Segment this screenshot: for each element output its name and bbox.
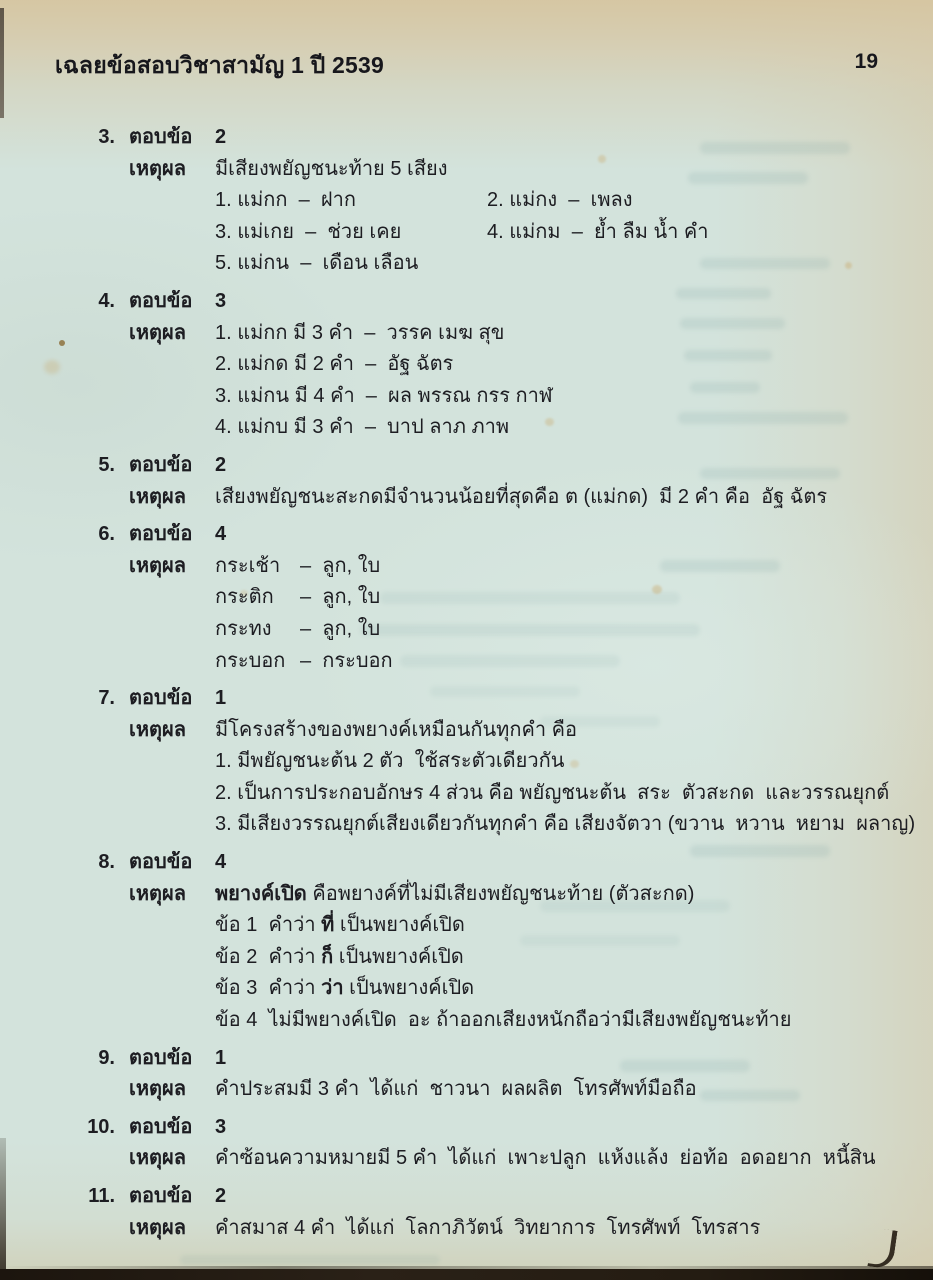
answer-row [60,122,933,154]
reason-text: คำสมาส 4 คำ ได้แก่ โลกาภิวัตน์ วิทยาการ โทรศัพท์ โทรสาร [215,1216,761,1239]
reason-text: คำประสมมี 3 คำ ได้แก่ ชาวนา ผลผลิต โทรศัพท์มือถือ [215,1078,697,1101]
reason-lines [215,1074,697,1106]
page-title: เฉลยข้อสอบวิชาสามัญ 1 ปี 2539 [55,52,384,78]
page-number: 19 [854,50,878,73]
reason-label: เหตุผล [129,718,186,741]
reason-lines [215,318,553,444]
reason-text: 5. แม่กน – เดือน เลือน [215,252,419,275]
reason-text: – ลูก, ใบ [300,617,381,640]
reason-line [215,1213,760,1245]
reason-row [60,1074,933,1106]
reason-text: เป็นพยางค์เปิด [334,914,465,937]
reason-text: 1. มีพยัญชนะต้น 2 ตัว ใช้สระตัวเดียวกัน [215,750,565,773]
answer-item [60,847,933,1037]
reason-text: กระทง [215,617,272,640]
reason-text: 1. แม่กก มี 3 คำ – วรรค เมฆ สุข [215,321,505,344]
reason-text: กระบอก [215,649,286,672]
reason-row [60,879,933,1037]
reason-text: เป็นพยางค์เปิด [333,945,464,968]
answer-value: 3 [215,289,227,312]
page-header [55,48,878,84]
reason-text: 3. มีเสียงวรรณยุกต์เสียงเดียวกันทุกคำ คือ เสียงจัตวา (ขวาน หวาน หยาม ผลาญ) [215,813,916,836]
item-number: 6. [98,523,115,546]
answer-value: 2 [215,1185,227,1207]
answer-label: ตอบข้อ [129,687,193,710]
answer-label: ตอบข้อ [129,1185,193,1207]
reason-label: เหตุผล [129,1078,186,1101]
reason-label: เหตุผล [129,554,186,577]
reason-text: 4. แม่กม – ย้ำ ลืม น้ำ คำ [487,220,709,243]
answer-label: ตอบข้อ [129,453,193,476]
reason-text: – ลูก, ใบ [300,554,381,577]
reason-label: เหตุผล [129,485,186,508]
reason-text: ข้อ 1 คำว่า [215,914,322,937]
reason-line [215,1005,791,1037]
answer-row [60,1112,933,1144]
reason-row [60,551,933,677]
reason-lines [215,715,915,841]
reason-row [60,318,933,444]
reason-lines [215,879,791,1037]
answer-item [60,1043,933,1106]
reason-line [215,942,791,974]
page-edge-shadow-top-left [0,8,4,118]
reason-text: ว่า [321,977,344,1000]
reason-text: เป็นพยางค์เปิด [343,977,475,1000]
reason-text: กระติก [215,586,274,609]
answer-value: 4 [215,523,227,546]
reason-line [215,349,553,381]
item-number: 8. [98,851,115,874]
reason-line [215,248,709,280]
answer-value: 1 [215,687,227,710]
reason-label: เหตุผล [129,321,186,344]
answer-value: 2 [215,453,227,476]
reason-text: กระเช้า [215,554,281,577]
reason-lines [215,482,827,514]
reason-text: 2. แม่กด มี 2 คำ – อัฐ ฉัตร [215,353,454,376]
answer-item [60,450,933,513]
reason-lines [215,154,709,280]
answer-item [60,519,933,677]
reason-text: 4. แม่กบ มี 3 คำ – บาป ลาภ ภาพ [215,416,510,439]
reason-text: – ลูก, ใบ [300,586,381,609]
reason-text: คำซ้อนความหมายมี 5 คำ ได้แก่ เพาะปลูก แห้งแล้ง ย่อท้อ อดอยาก หนี้สิน [215,1147,876,1170]
answer-row [60,450,933,482]
item-number: 7. [98,687,115,710]
reason-line [215,715,915,747]
reason-label: เหตุผล [129,157,186,180]
reason-row [60,1143,933,1175]
reason-line [215,778,915,810]
item-number: 3. [98,126,115,148]
answer-item [60,122,933,280]
answer-value: 4 [215,851,227,874]
reason-text: – กระบอก [300,649,393,672]
reason-line [215,910,791,942]
answer-item [60,1181,933,1244]
answer-label: ตอบข้อ [129,1115,193,1138]
reason-line [215,381,553,413]
reason-line [215,879,791,911]
item-number: 4. [98,289,115,312]
reason-text: คือพยางค์ที่ไม่มีเสียงพยัญชนะท้าย (ตัวสะกด) [306,882,695,905]
reason-row [60,1213,933,1245]
item-number: 9. [98,1046,115,1069]
reason-line [215,412,553,444]
reason-text: มีเสียงพยัญชนะท้าย 5 เสียง [215,157,448,180]
answer-item [60,286,933,444]
reason-text: 3. แม่กน มี 4 คำ – ผล พรรณ กรร กาฬ [215,384,553,407]
reason-row [60,154,933,280]
answer-item [60,683,933,841]
reason-line [215,185,709,217]
reason-line [215,217,709,249]
reason-text: มีโครงสร้างของพยางค์เหมือนกันทุกคำ คือ [215,718,578,741]
answer-row [60,683,933,715]
item-number: 10. [87,1115,115,1138]
reason-label: เหตุผล [129,1147,186,1170]
reason-text: ก็ [321,945,334,968]
answer-row [60,1181,933,1213]
answer-value: 3 [215,1115,227,1138]
reason-text: เสียงพยัญชนะสะกดมีจำนวนน้อยที่สุดคือ ต (แม่กด) มี 2 คำ คือ อัฐ ฉัตร [215,485,828,508]
reason-lines [215,551,393,677]
reason-text: ข้อ 4 ไม่มีพยางค์เปิด อะ ถ้าออกเสียงหนักถือว่ามีเสียงพยัญชนะท้าย [215,1009,792,1032]
answer-label: ตอบข้อ [129,523,193,546]
answer-label: ตอบข้อ [129,1046,193,1069]
reason-text: พยางค์เปิด [215,882,307,905]
answer-row [60,519,933,551]
answer-label: ตอบข้อ [129,126,193,148]
reason-line [215,646,393,678]
reason-row [60,482,933,514]
reason-line [215,1143,876,1175]
item-number: 11. [88,1185,115,1207]
reason-line [215,582,393,614]
reason-label: เหตุผล [129,1216,186,1239]
reason-line [215,318,553,350]
reason-line [215,973,791,1005]
reason-text: 2. แม่กง – เพลง [487,189,633,212]
reason-line [215,154,709,186]
reason-line [215,482,827,514]
reason-text: ข้อ 2 คำว่า [215,945,322,968]
answer-row [60,1043,933,1075]
reason-lines [215,1213,760,1245]
answer-label: ตอบข้อ [129,289,193,312]
answer-label: ตอบข้อ [129,851,193,874]
answer-value: 2 [215,126,227,148]
bleedthrough-smudge [180,1255,440,1265]
reason-text: 1. แม่กก – ฝาก [215,189,356,212]
reason-line [215,809,915,841]
reason-text: ที่ [321,914,335,937]
answer-row [60,286,933,318]
reason-line [215,614,393,646]
reason-row [60,715,933,841]
reason-lines [215,1143,876,1175]
answer-list [0,122,933,1250]
answer-row [60,847,933,879]
reason-line [215,746,915,778]
reason-label: เหตุผล [129,882,186,905]
reason-text: 3. แม่เกย – ช่วย เคย [215,220,402,243]
answer-value: 1 [215,1046,227,1069]
reason-line [215,1074,697,1106]
reason-text: 2. เป็นการประกอบอักษร 4 ส่วน คือ พยัญชนะต้น สระ ตัวสะกด และวรรณยุกต์ [215,781,890,804]
bottom-scan-edge [0,1269,933,1280]
reason-line [215,551,393,583]
item-number: 5. [98,453,115,476]
reason-text: ข้อ 3 คำว่า [215,977,322,1000]
answer-item [60,1112,933,1175]
